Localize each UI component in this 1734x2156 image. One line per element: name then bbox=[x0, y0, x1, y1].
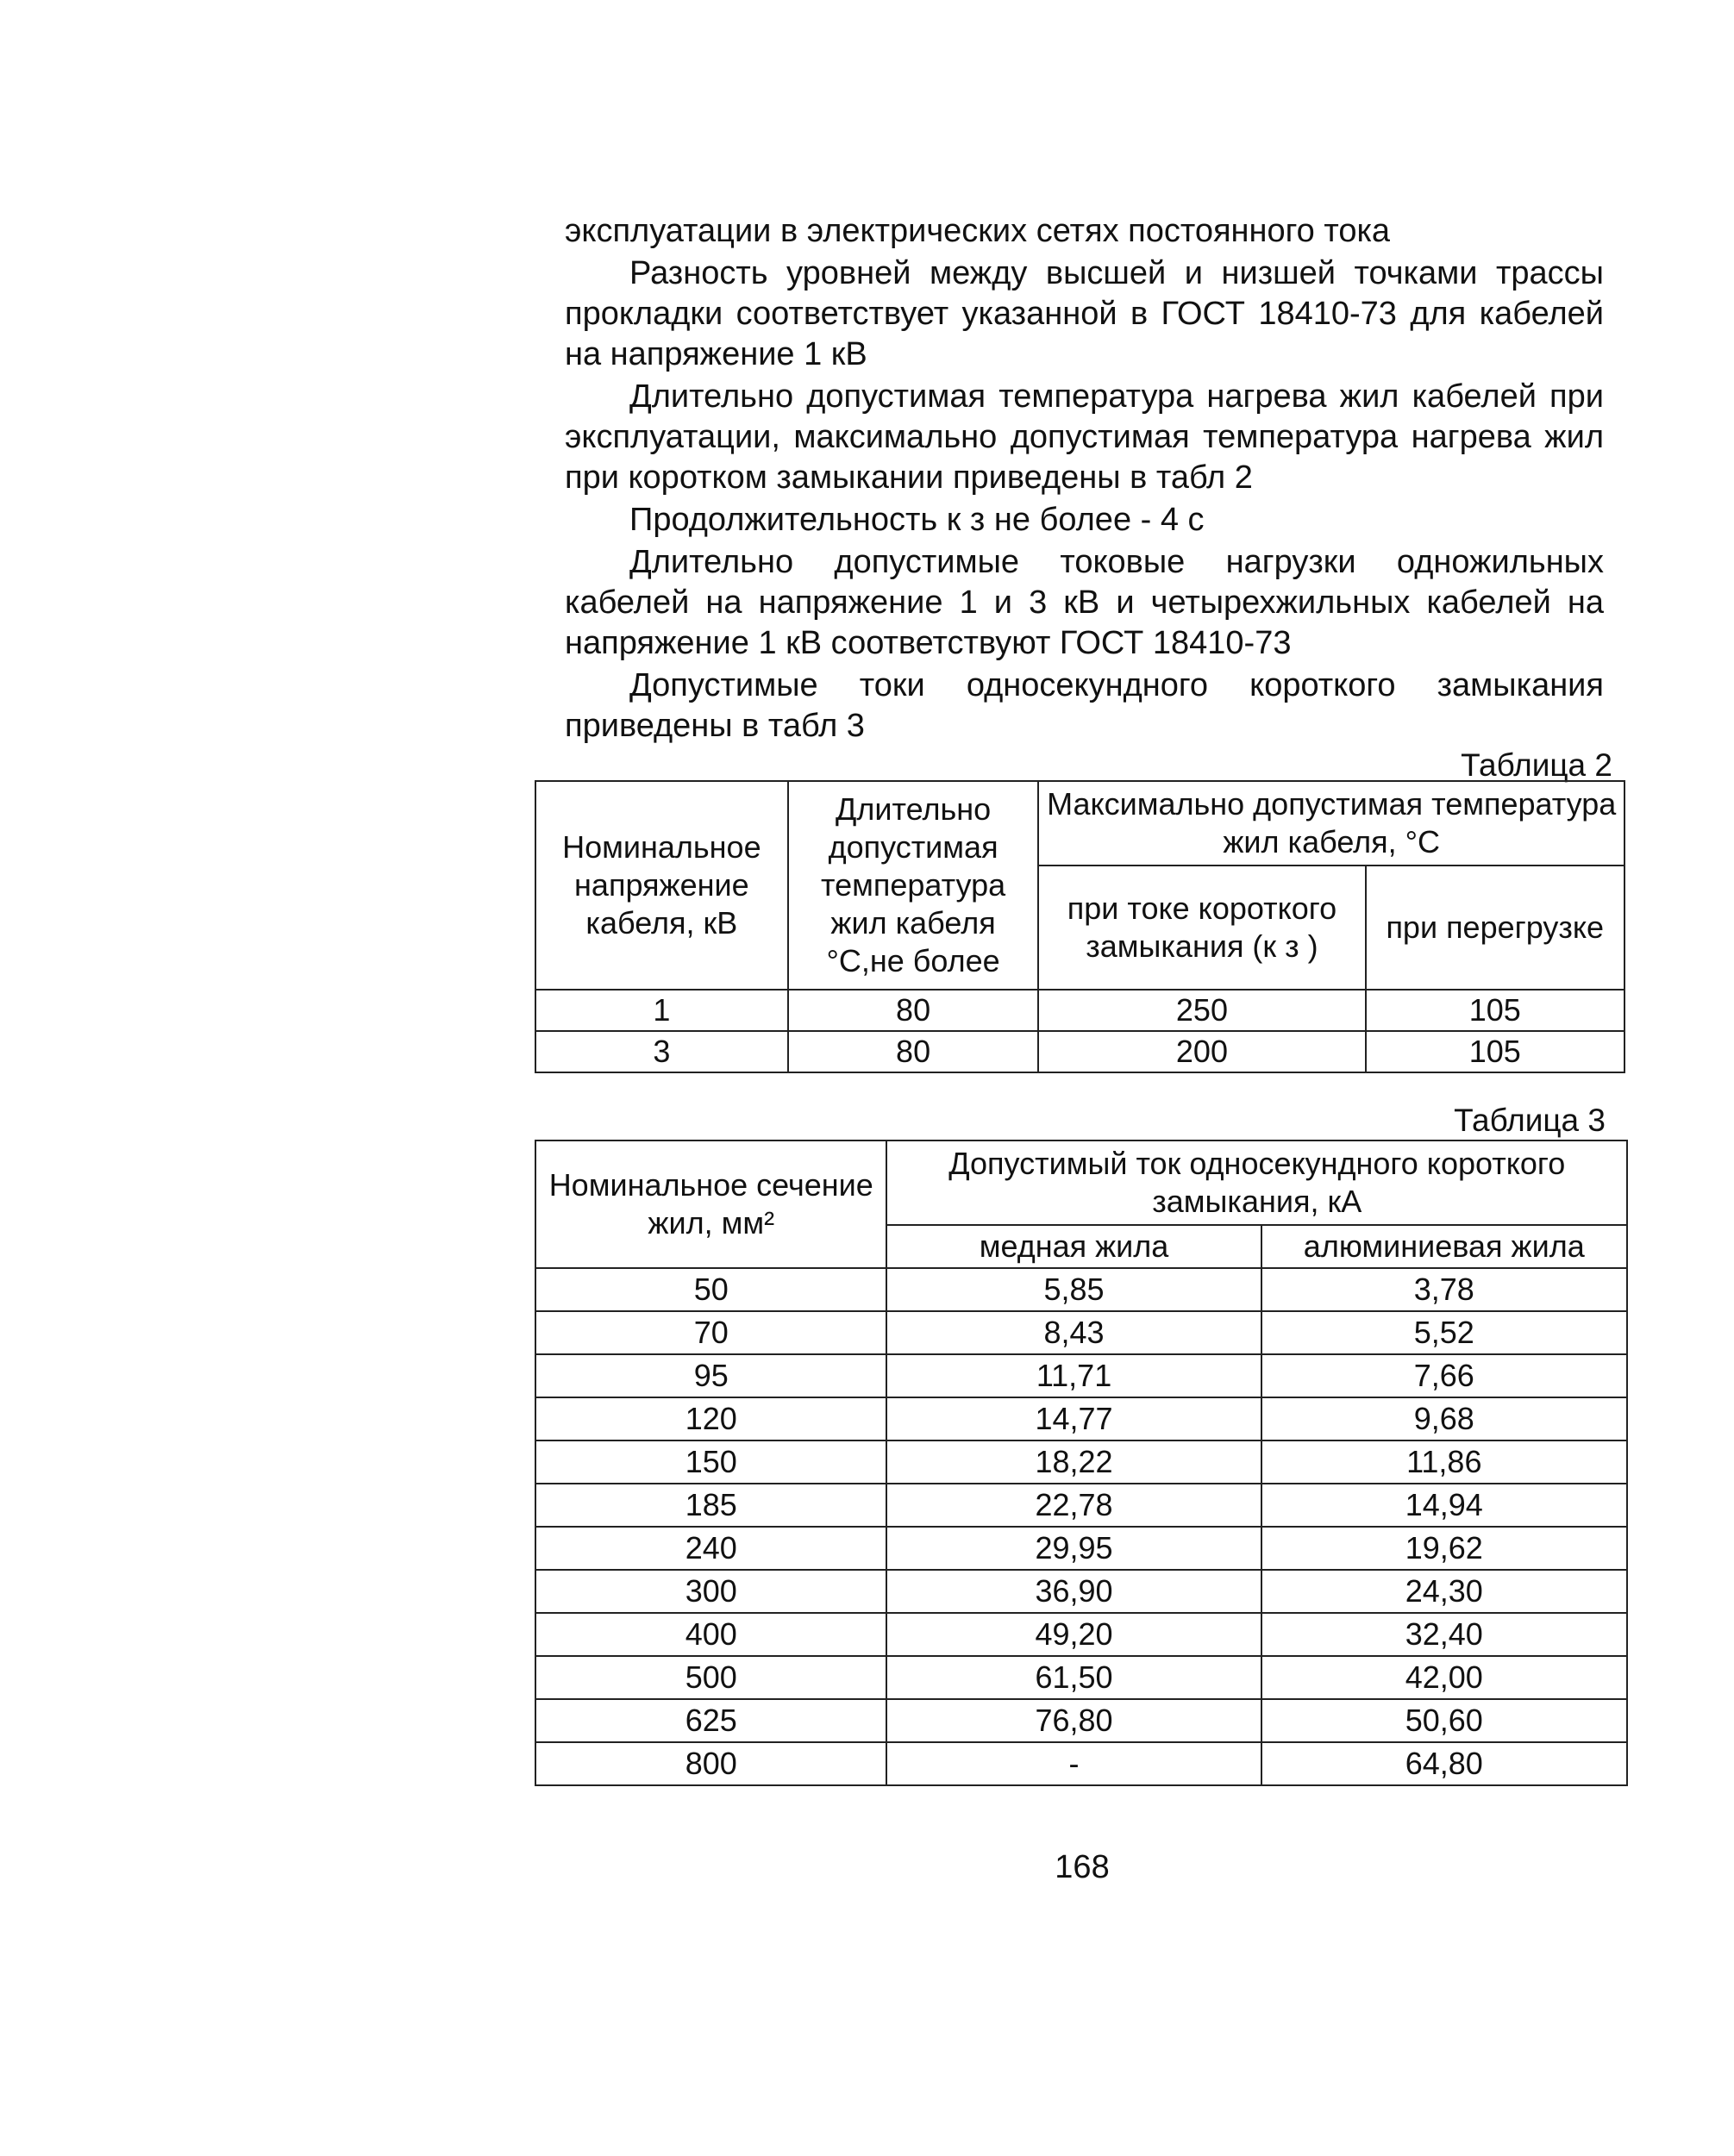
table3-header-section: Номинальное сечение жил, мм² bbox=[535, 1140, 886, 1268]
table-cell: 24,30 bbox=[1261, 1570, 1627, 1613]
table2-header-max-temp: Максимально допустимая температура жил кабеля, °С bbox=[1038, 781, 1624, 866]
table-cell: 300 bbox=[535, 1570, 886, 1613]
paragraph: Разность уровней между высшей и низшей точками трассы прокладки соответствует указанной в ГОСТ 18410-73 для кабелей на напряжение 1 кВ bbox=[565, 255, 1604, 372]
table-cell: 3 bbox=[535, 1031, 788, 1072]
table-cell: 5,52 bbox=[1261, 1311, 1627, 1354]
table-cell: 400 bbox=[535, 1613, 886, 1656]
table-row bbox=[535, 1354, 1627, 1397]
table-cell: 76,80 bbox=[886, 1699, 1261, 1742]
table-cell: 240 bbox=[535, 1527, 886, 1570]
table-row bbox=[535, 990, 1624, 1031]
table2-header-row bbox=[535, 781, 1624, 866]
table3-header-copper: медная жила bbox=[886, 1225, 1261, 1268]
table-cell: 11,86 bbox=[1261, 1440, 1627, 1484]
table-cell: 29,95 bbox=[886, 1527, 1261, 1570]
table-cell: 80 bbox=[788, 1031, 1039, 1072]
table-cell: 5,85 bbox=[886, 1268, 1261, 1311]
table-row bbox=[535, 1311, 1627, 1354]
table3 bbox=[535, 1140, 1628, 1786]
table3-caption: Таблица 3 bbox=[1454, 1103, 1606, 1138]
table-cell: 7,66 bbox=[1261, 1354, 1627, 1397]
table2-caption: Таблица 2 bbox=[1461, 747, 1612, 783]
paragraph: Длительно допустимые токовые нагрузки одножильных кабелей на напряжение 1 и 3 кВ и четырехжильных кабелей на напряжение 1 кВ соответствуют ГОСТ 18410-73 bbox=[565, 544, 1604, 661]
table-cell: 625 bbox=[535, 1699, 886, 1742]
table-cell: 120 bbox=[535, 1397, 886, 1440]
page-number: 168 bbox=[1055, 1849, 1110, 1885]
table-row bbox=[535, 1699, 1627, 1742]
table-cell: 1 bbox=[535, 990, 788, 1031]
table-cell: 18,22 bbox=[886, 1440, 1261, 1484]
table-cell: 8,43 bbox=[886, 1311, 1261, 1354]
table-row bbox=[535, 1613, 1627, 1656]
paragraph: эксплуатации в электрических сетях постоянного тока bbox=[565, 213, 1391, 249]
table-cell: 70 bbox=[535, 1311, 886, 1354]
paragraph: Допустимые токи односекундного короткого замыкания приведены в табл 3 bbox=[565, 667, 1604, 744]
table3-header-current: Допустимый ток односекундного короткого замыкания, кА bbox=[886, 1140, 1627, 1225]
table-row bbox=[535, 1570, 1627, 1613]
table-row bbox=[535, 1527, 1627, 1570]
table-cell: 50 bbox=[535, 1268, 886, 1311]
table-cell: 185 bbox=[535, 1484, 886, 1527]
table-row bbox=[535, 1440, 1627, 1484]
paragraph: Продолжительность к з не более - 4 с bbox=[629, 502, 1205, 538]
table2-header-voltage: Номинальное напряжение кабеля, кВ bbox=[535, 781, 788, 990]
table-cell: 3,78 bbox=[1261, 1268, 1627, 1311]
table-cell: 42,00 bbox=[1261, 1656, 1627, 1699]
table-cell: 9,68 bbox=[1261, 1397, 1627, 1440]
table-cell: 200 bbox=[1038, 1031, 1365, 1072]
table2 bbox=[535, 780, 1625, 1073]
table-cell: 250 bbox=[1038, 990, 1365, 1031]
table-cell: 80 bbox=[788, 990, 1039, 1031]
table2-header-long-temp: Длительно допустимая температура жил кабеля °С,не более bbox=[788, 781, 1039, 990]
table3-header-row bbox=[535, 1140, 1627, 1225]
table3-header-aluminium: алюминиевая жила bbox=[1261, 1225, 1627, 1268]
table-row bbox=[535, 1742, 1627, 1785]
table-cell: 22,78 bbox=[886, 1484, 1261, 1527]
table-row bbox=[535, 1031, 1624, 1072]
table-cell: 61,50 bbox=[886, 1656, 1261, 1699]
table-row bbox=[535, 1397, 1627, 1440]
table-cell: 105 bbox=[1366, 990, 1625, 1031]
table-row bbox=[535, 1656, 1627, 1699]
table-cell: - bbox=[886, 1742, 1261, 1785]
table-cell: 11,71 bbox=[886, 1354, 1261, 1397]
table-cell: 150 bbox=[535, 1440, 886, 1484]
body-text bbox=[565, 211, 1604, 748]
table-cell: 500 bbox=[535, 1656, 886, 1699]
table2-header-short-circuit: при токе короткого замыкания (к з ) bbox=[1038, 866, 1365, 990]
table-cell: 800 bbox=[535, 1742, 886, 1785]
table-cell: 49,20 bbox=[886, 1613, 1261, 1656]
table-cell: 32,40 bbox=[1261, 1613, 1627, 1656]
table-cell: 36,90 bbox=[886, 1570, 1261, 1613]
table-cell: 95 bbox=[535, 1354, 886, 1397]
paragraph: Длительно допустимая температура нагрева жил кабелей при эксплуатации, максимально допустимая температура нагрева жил при коротком замыкании приведены в табл 2 bbox=[565, 378, 1604, 496]
table-cell: 50,60 bbox=[1261, 1699, 1627, 1742]
table-row bbox=[535, 1268, 1627, 1311]
table-row bbox=[535, 1484, 1627, 1527]
table-cell: 19,62 bbox=[1261, 1527, 1627, 1570]
table-cell: 14,94 bbox=[1261, 1484, 1627, 1527]
table-cell: 64,80 bbox=[1261, 1742, 1627, 1785]
table-cell: 105 bbox=[1366, 1031, 1625, 1072]
table-cell: 14,77 bbox=[886, 1397, 1261, 1440]
table2-header-overload: при перегрузке bbox=[1366, 866, 1625, 990]
